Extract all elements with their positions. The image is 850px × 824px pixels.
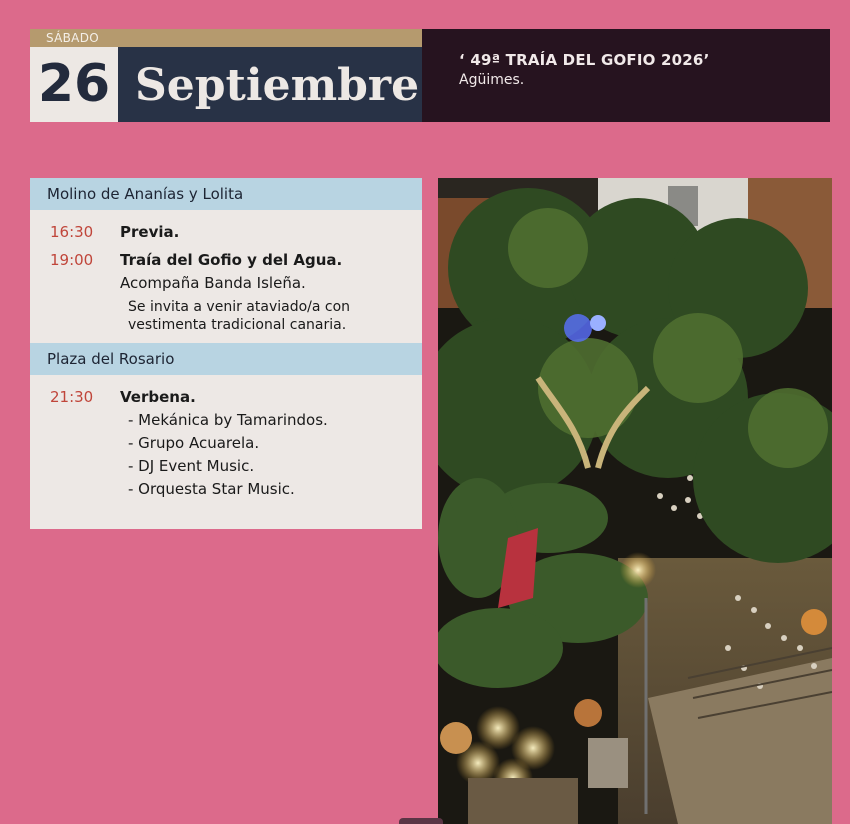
schedule-item xyxy=(30,388,422,498)
venue-header-molino: Molino de Ananías y Lolita xyxy=(30,178,422,210)
month-name: Septiembre xyxy=(118,47,422,122)
item-title: Previa. xyxy=(120,223,180,241)
weekday-label: SÁBADO xyxy=(30,29,422,47)
day-number: 26 xyxy=(30,47,118,122)
item-title: Traía del Gofio y del Agua. xyxy=(120,251,343,269)
item-line: - DJ Event Music. xyxy=(128,457,255,475)
event-info xyxy=(422,29,830,122)
event-title: ‘ 49ª TRAÍA DEL GOFIO 2026’ xyxy=(459,51,710,69)
event-place: Agüimes. xyxy=(459,72,525,88)
item-line: - Grupo Acuarela. xyxy=(128,434,260,452)
date-header xyxy=(30,29,830,122)
photo-illustration xyxy=(438,178,832,824)
item-title: Verbena. xyxy=(120,388,196,406)
item-line: Acompaña Banda Isleña. xyxy=(120,274,306,292)
scroll-tab[interactable] xyxy=(399,818,443,824)
item-time: 21:30 xyxy=(50,388,94,406)
plaza-night-photo xyxy=(438,178,832,824)
item-line: - Orquesta Star Music. xyxy=(128,480,295,498)
item-line: - Mekánica by Tamarindos. xyxy=(128,411,328,429)
item-time: 16:30 xyxy=(50,223,94,241)
schedule-card xyxy=(30,178,422,529)
venue-header-plaza: Plaza del Rosario xyxy=(30,343,422,375)
schedule-item xyxy=(30,251,422,334)
item-note: Se invita a venir ataviado/a con vestimenta tradicional canaria. xyxy=(128,299,351,333)
schedule-item xyxy=(30,223,422,241)
item-time: 19:00 xyxy=(50,251,94,269)
